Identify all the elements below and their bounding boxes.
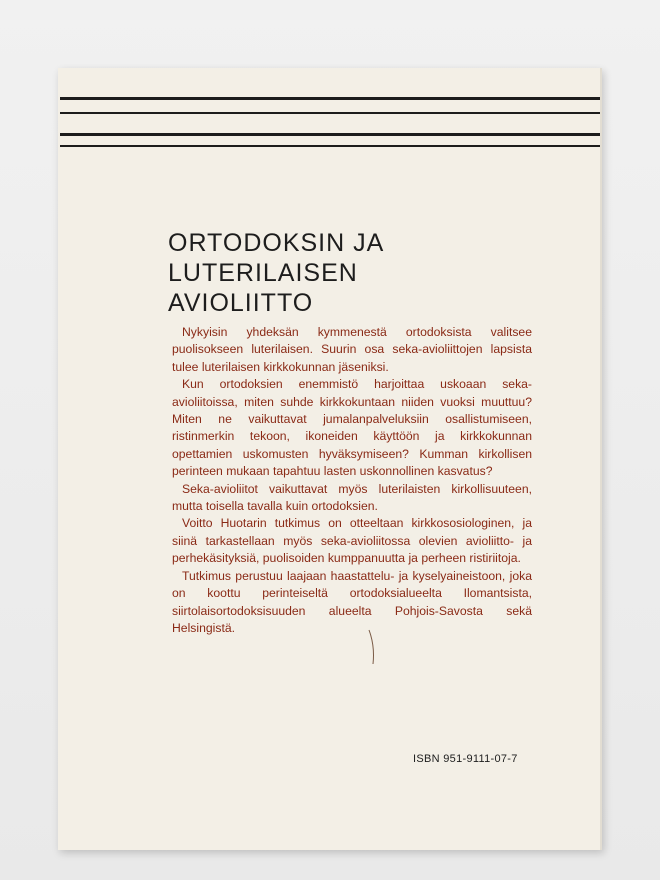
title-line: LUTERILAISEN <box>168 259 358 287</box>
title-line: AVIOLIITTO <box>168 289 314 317</box>
isbn: ISBN 951-9111-07-7 <box>413 753 518 765</box>
title-line: ORTODOKSIN JA <box>168 229 385 257</box>
decorative-rule <box>60 112 600 114</box>
blurb-paragraph: Tutkimus perustuu laajaan haastattelu- ja kyselyaineistoon, joka on koottu perinteiseltä ortodoksialueelta Ilomantsista, siirtolaisortodoksisuuden alueelta Pohjois-Savosta sekä Helsingistä. <box>172 568 532 635</box>
decorative-rule <box>60 145 600 147</box>
decorative-rule <box>60 97 600 100</box>
book-back-cover <box>58 68 602 850</box>
blurb <box>172 324 532 637</box>
decorative-rule <box>60 133 600 136</box>
blurb-paragraph: Voitto Huotarin tutkimus on otteeltaan kirkkososiologinen, ja siinä tarkastellaan myös seka-avioliitossa olevien avioliitto- ja perhekäsityksiä, puolisoiden kumppanuutta ja perheen ristiriitoja. <box>172 516 532 566</box>
book-title <box>168 228 384 318</box>
blurb-paragraph: Kun ortodoksien enemmistö harjoittaa uskoaan seka-avioliitoissa, miten suhde kirkkokuntaan niiden vuoksi muuttuu? Miten ne vaikuttavat jumalanpalveluksiin osallistumiseen, ristinmerkin tekoon, ikoneiden käyttöön ja kirkkokunnan opettamien uskomusten hyväksymiseen? Kumman kirkollisen perinteen mukaan tapahtuu lasten uskonnollinen kasvatus? <box>172 377 532 479</box>
blurb-paragraph: Seka-avioliitot vaikuttavat myös luterilaisten kirkollisuuteen, mutta toisella tavalla kuin ortodoksien. <box>172 481 532 514</box>
blurb-paragraph: Nykyisin yhdeksän kymmenestä ortodoksista valitsee puolisokseen luterilaisen. Suurin osa seka-avioliittojen lapsista tulee luterilaisen kirkkokunnan jäseniksi. <box>172 325 532 374</box>
pen-mark <box>366 628 380 668</box>
